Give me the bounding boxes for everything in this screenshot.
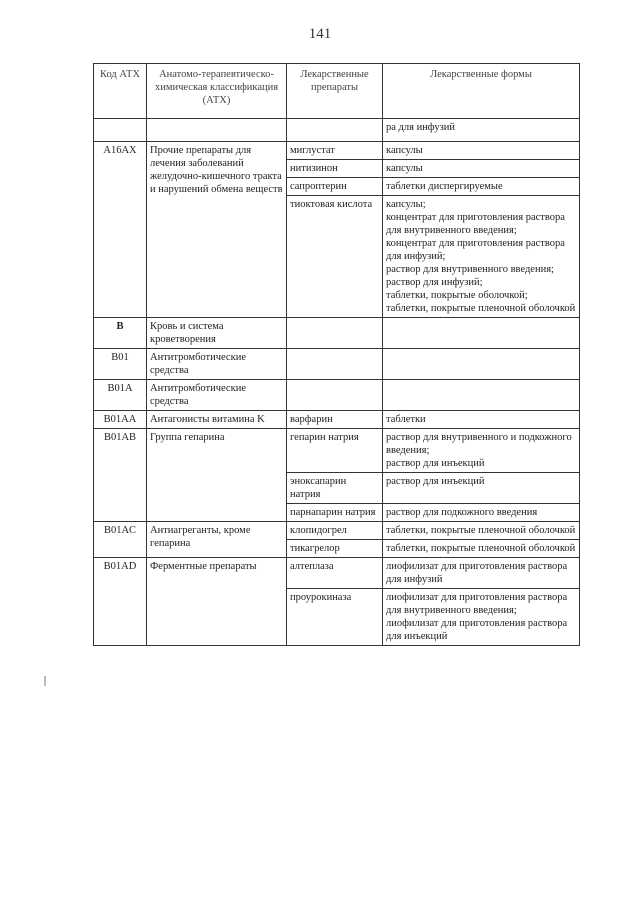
code-cell — [94, 119, 147, 142]
classification-cell: Антитромботические средства — [147, 349, 287, 380]
form-cell — [383, 589, 580, 646]
header-forms: Лекарственные формы — [383, 64, 580, 119]
drug-cell: миглустат — [287, 142, 383, 160]
classification-cell: Антиагреганты, кроме гепарина — [147, 522, 287, 558]
header-drugs: Лекарственные препараты — [287, 64, 383, 119]
form-line: концентрат для приготовления раствора для внутривенного введения; — [386, 212, 565, 236]
table-row — [94, 558, 580, 589]
drug-cell: тиоктовая кислота — [287, 196, 383, 318]
drug-cell: алтеплаза — [287, 558, 383, 589]
form-cell — [383, 429, 580, 473]
code-cell: B — [94, 318, 147, 349]
code-cell: A16AX — [94, 142, 147, 318]
form-line: таблетки, покрытые оболочкой; — [386, 290, 528, 301]
form-cell — [383, 318, 580, 349]
table-row — [94, 142, 580, 160]
code-cell: B01AD — [94, 558, 147, 646]
form-cell: таблетки диспергируемые — [383, 178, 580, 196]
drug-cell: гепарин натрия — [287, 429, 383, 473]
form-cell — [383, 349, 580, 380]
form-cell: капсулы — [383, 142, 580, 160]
table-row — [94, 411, 580, 429]
form-line: раствор для инфузий; — [386, 277, 483, 288]
page-number: 141 — [308, 26, 332, 42]
classification-cell: Прочие препараты для лечения заболеваний желудочно-кишечного тракта и нарушений обмена веществ — [147, 142, 287, 318]
form-cell: лиофилизат для приготовления раствора для инфузий — [383, 558, 580, 589]
table-row — [94, 318, 580, 349]
drug-cell: парнапарин натрия — [287, 504, 383, 522]
form-line: лиофилизат для приготовления раствора для инъекций — [386, 618, 568, 642]
form-cell — [383, 380, 580, 411]
form-line: раствор для внутривенного и подкожного введения; — [386, 432, 572, 456]
code-cell: B01 — [94, 349, 147, 380]
code-cell: B01AA — [94, 411, 147, 429]
form-cell: таблетки, покрытые пленочной оболочкой — [383, 540, 580, 558]
form-cell: ра для инфузий — [383, 119, 580, 142]
table-row — [94, 522, 580, 540]
table-row — [94, 119, 580, 142]
drug-cell — [287, 380, 383, 411]
table-row — [94, 349, 580, 380]
form-cell: таблетки, покрытые пленочной оболочкой — [383, 522, 580, 540]
classification-cell — [147, 119, 287, 142]
form-cell: капсулы — [383, 160, 580, 178]
drug-cell: варфарин — [287, 411, 383, 429]
header-classification: Анатомо-терапевтическо-химическая классификация (АТХ) — [147, 64, 287, 119]
code-cell: B01AB — [94, 429, 147, 522]
classification-cell: Группа гепарина — [147, 429, 287, 522]
drug-cell — [287, 119, 383, 142]
drug-cell — [287, 349, 383, 380]
form-line: лиофилизат для приготовления раствора для внутривенного введения; — [386, 592, 568, 616]
form-cell: раствор для инъекций — [383, 473, 580, 504]
classification-cell: Антитромботические средства — [147, 380, 287, 411]
margin-mark — [44, 676, 46, 686]
classification-cell: Кровь и система кроветворения — [147, 318, 287, 349]
drug-cell: нитизинон — [287, 160, 383, 178]
classification-cell: Антагонисты витамина K — [147, 411, 287, 429]
form-cell: раствор для подкожного введения — [383, 504, 580, 522]
table-row — [94, 429, 580, 473]
form-line: таблетки, покрытые пленочной оболочкой — [386, 303, 576, 314]
classification-cell: Ферментные препараты — [147, 558, 287, 646]
atc-table — [93, 63, 580, 646]
form-line: раствор для инъекций — [386, 458, 485, 469]
drug-cell: тикагрелор — [287, 540, 383, 558]
drug-cell: сапроптерин — [287, 178, 383, 196]
drug-cell — [287, 318, 383, 349]
drug-cell: эноксапарин натрия — [287, 473, 383, 504]
header-row — [94, 64, 580, 119]
form-cell — [383, 196, 580, 318]
form-line: раствор для внутривенного введения; — [386, 264, 554, 275]
code-cell: B01AC — [94, 522, 147, 558]
code-cell: B01A — [94, 380, 147, 411]
form-cell: таблетки — [383, 411, 580, 429]
drug-cell: проурокиназа — [287, 589, 383, 646]
form-line: капсулы; — [386, 199, 426, 210]
header-code: Код АТХ — [94, 64, 147, 119]
table-row — [94, 380, 580, 411]
drug-cell: клопидогрел — [287, 522, 383, 540]
form-line: концентрат для приготовления раствора для инфузий; — [386, 238, 565, 262]
